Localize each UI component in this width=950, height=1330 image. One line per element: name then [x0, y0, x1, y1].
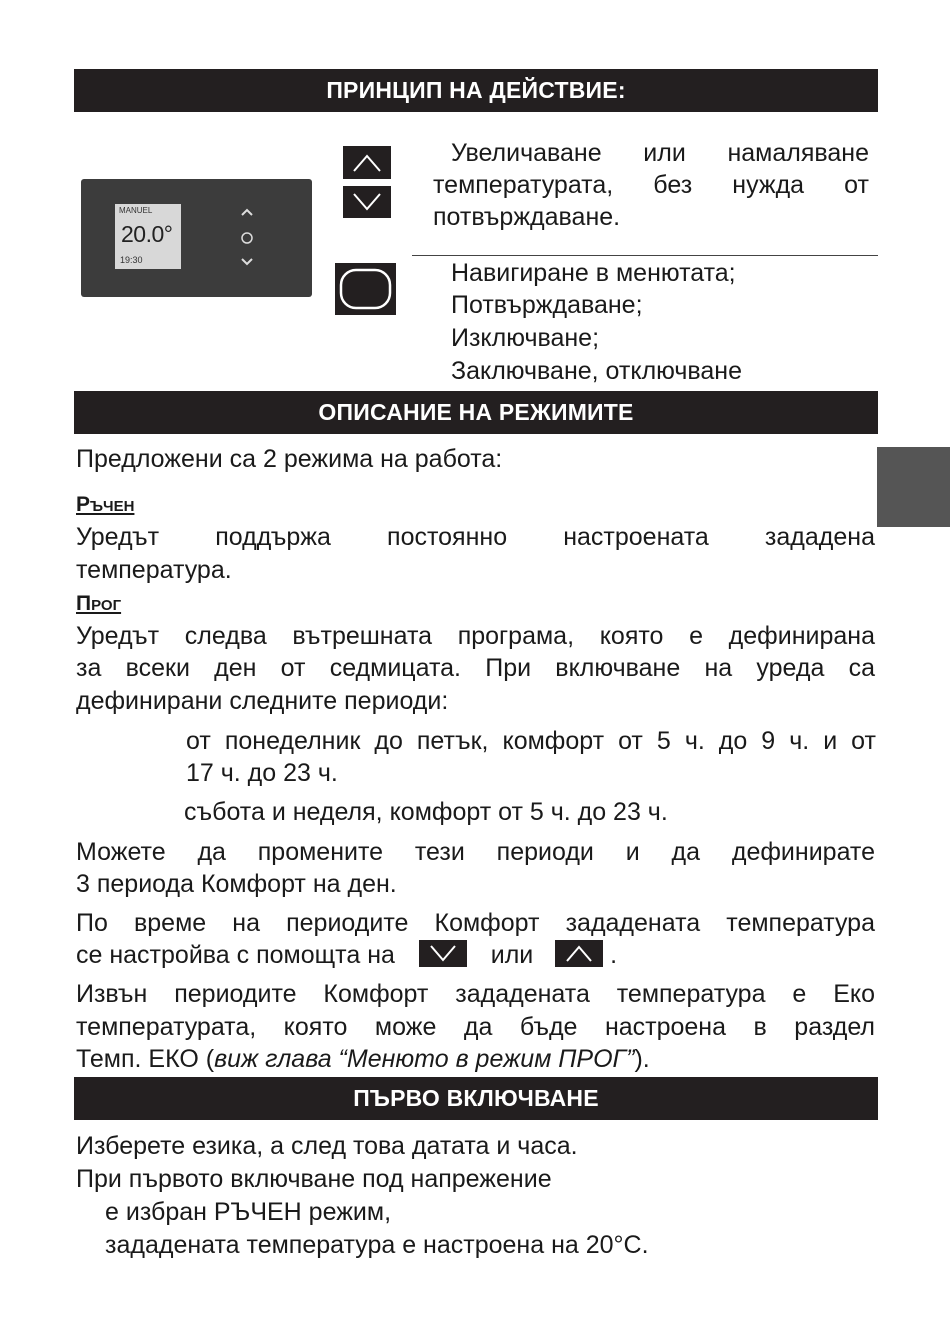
device-circle-icon: [240, 231, 254, 245]
chapter-tab: [877, 447, 950, 527]
comfort-line-1: [76, 907, 875, 939]
section-header-principle: ПРИНЦИП НА ДЕЙСТВИЕ:: [74, 69, 878, 112]
device-mode-label: MANUEL: [119, 206, 153, 215]
ok-line-3: Изключване;: [451, 324, 600, 352]
divider: [412, 255, 878, 256]
weekday-line-2: 17 ч. до 23 ч.: [186, 759, 338, 787]
weekday-line-1: [186, 725, 876, 757]
section-header-first-on: ПЪРВО ВКЛЮЧВАНЕ: [74, 1077, 878, 1120]
first-on-line-2: При първото включване под напрежение: [76, 1165, 552, 1193]
modes-intro: Предложени са 2 режима на работа:: [76, 445, 503, 473]
comfort-line-2-text: се настройва с помощта на: [76, 941, 395, 969]
updown-line-3: потвърждаване.: [433, 203, 621, 231]
prog-line-1-text: Уредът следва вътрешната програма, която е дефинирана: [76, 622, 875, 650]
eco-line-1: [76, 978, 875, 1010]
eco-chapter-reference: виж глава “Менюто в режим ПРОГ”: [214, 1045, 635, 1073]
first-on-line-4: зададената температура е настроена на 20°C.: [105, 1231, 649, 1259]
updown-line-1: Увеличаване или намаляване: [451, 139, 869, 167]
first-on-line-3: е избран РЪЧЕН режим,: [105, 1198, 392, 1226]
prog-line-1: [76, 620, 875, 652]
down-key-icon: [343, 186, 391, 218]
change-line-2: 3 периода Комфорт на ден.: [76, 870, 397, 898]
device-up-chevron-icon: [240, 207, 254, 217]
up-key-icon: [343, 146, 391, 179]
comfort-line-2: [76, 939, 617, 971]
manual-line-2: температура.: [76, 556, 232, 584]
ok-line-1: Навигиране в менютата;: [451, 259, 736, 287]
weekend-line: събота и неделя, комфорт от 5 ч. до 23 ч.: [184, 798, 668, 826]
eco-line-3-end: ).: [634, 1045, 650, 1073]
eco-line-2: [76, 1011, 875, 1043]
ok-key-icon: [335, 263, 396, 315]
change-line-1-text: Можете да промените тези периоди и да дефинирате: [76, 838, 875, 866]
comfort-or-text: или: [490, 941, 534, 969]
eco-line-1-text: Извън периодите Комфорт зададената температура е Еко: [76, 980, 875, 1008]
updown-description-3: [433, 201, 869, 233]
manual-line-1-text: Уредът поддържа постоянно настроената зададена: [76, 523, 875, 551]
prog-line-3: дефинирани следните периоди:: [76, 687, 449, 715]
first-on-line-1: Изберете езика, а след това датата и часа.: [76, 1132, 578, 1160]
prog-line-2: [76, 652, 875, 684]
inline-down-key-icon: [419, 940, 467, 967]
prog-heading: Прог: [76, 592, 122, 615]
manual-line-1: [76, 521, 875, 553]
inline-up-key-icon: [555, 940, 603, 967]
eco-line-3-text: Темп. ЕКО (: [76, 1045, 215, 1073]
comfort-period: .: [610, 941, 618, 969]
device-time: 19:30: [120, 255, 143, 265]
device-screen: [115, 204, 181, 269]
change-line-1: [76, 836, 875, 868]
section-header-modes: ОПИСАНИЕ НА РЕЖИМИТЕ: [74, 391, 878, 434]
device-temperature: 20.0°: [121, 221, 173, 247]
prog-line-2-text: за всеки ден от седмицата. При включване на уреда са: [76, 654, 875, 682]
comfort-line-1-text: По време на периодите Комфорт зададената температура: [76, 909, 875, 937]
eco-line-2-text: температурата, която може да бъде настроена в раздел: [76, 1013, 875, 1041]
updown-description: [433, 137, 869, 169]
updown-line-2: температурата, без нужда от: [433, 171, 869, 199]
weekday-line-1-text: от понеделник до петък, комфорт от 5 ч. до 9 ч. и от: [186, 727, 876, 755]
device-down-chevron-icon: [240, 257, 254, 267]
updown-description-2: [433, 169, 869, 201]
thermostat-device: [81, 179, 312, 297]
ok-line-2: Потвърждаване;: [451, 291, 643, 319]
manual-heading: Ръчен: [76, 493, 135, 516]
ok-line-4: Заключване, отключване: [451, 357, 742, 385]
eco-line-3: [76, 1043, 650, 1075]
